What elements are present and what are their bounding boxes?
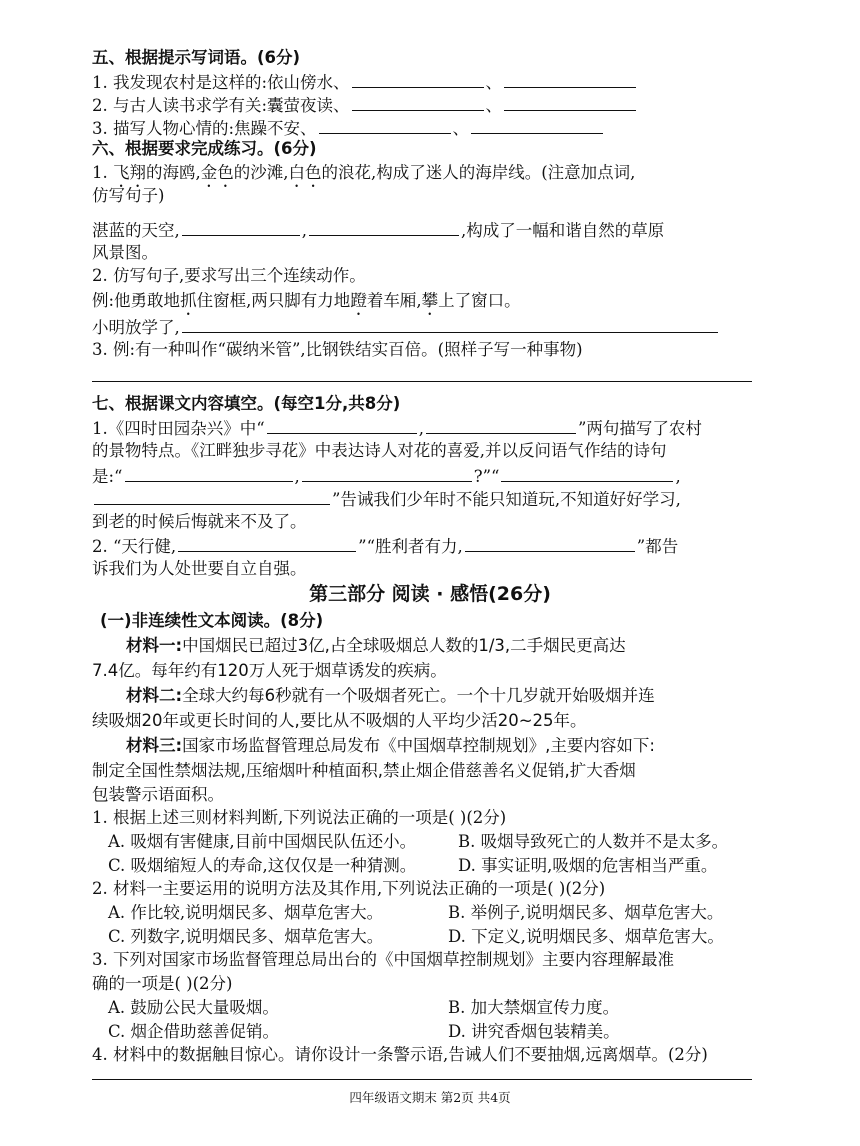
material-2-cont: 续吸烟20年或更长时间的人,要比从不吸烟的人平均少活20~25年。 bbox=[92, 711, 587, 730]
s7-line-4: ”告诫我们少年时不能只知道玩,不知道好好学习, bbox=[92, 490, 752, 509]
q2-option-a[interactable]: A. 作比较,说明烟民多、烟草危害大。 bbox=[108, 903, 384, 922]
answer-blank[interactable] bbox=[182, 318, 718, 333]
q3-option-c[interactable]: C. 烟企借助慈善促销。 bbox=[108, 1022, 280, 1041]
section-7-title: 七、根据课文内容填空。(每空1分,共8分) bbox=[92, 394, 401, 413]
s5-question-1: 1. 我发现农村是这样的:依山傍水、 、 bbox=[92, 73, 752, 92]
s6-question-1-answer-cont: 风景图。 bbox=[92, 243, 158, 262]
section-6-title: 六、根据要求完成练习。(6分) bbox=[92, 139, 317, 158]
answer-blank[interactable] bbox=[125, 467, 293, 482]
answer-blank[interactable] bbox=[501, 467, 673, 482]
material-3-cont: 制定全国性禁烟法规,压缩烟叶种植面积,禁止烟企借慈善名义促销,扩大香烟 bbox=[92, 761, 636, 780]
section-5-title: 五、根据提示写词语。(6分) bbox=[92, 48, 301, 67]
reading-question-1: 1. 根据上述三则材料判断,下列说法正确的一项是( )(2分) bbox=[92, 808, 507, 827]
material-1: 材料一:中国烟民已超过3亿,占全球吸烟总人数的1/3,二手烟民更高达 bbox=[126, 636, 626, 655]
answer-blank[interactable] bbox=[471, 119, 603, 134]
q3-option-a[interactable]: A. 鼓励公民大量吸烟。 bbox=[108, 998, 279, 1017]
answer-blank[interactable] bbox=[309, 221, 459, 236]
q3-option-b[interactable]: B. 加大禁烟宣传力度。 bbox=[448, 998, 620, 1017]
reading-question-3-cont: 确的一项是( )(2分) bbox=[92, 974, 233, 993]
s7-line-2: 的景物特点。《江畔独步寻花》中表达诗人对花的喜爱,并以反问语气作结的诗句 bbox=[92, 441, 667, 460]
s5-question-2: 2. 与古人读书求学有关:囊萤夜读、 、 bbox=[92, 96, 752, 115]
q2-option-b[interactable]: B. 举例子,说明烟民多、烟草危害大。 bbox=[448, 903, 724, 922]
material-1-cont: 7.4亿。每年约有120万人死于烟草诱发的疾病。 bbox=[92, 661, 447, 680]
s7-line-5: 到老的时候后悔就来不及了。 bbox=[92, 512, 307, 531]
answer-blank[interactable] bbox=[465, 537, 635, 552]
s6-question-1: 1. 飞翔的海鸥,金色的沙滩,白色的浪花,构成了迷人的海岸线。(注意加点词, bbox=[92, 163, 636, 182]
s6-question-2-example: 例:他勇敢地抓住窗框,两只脚有力地蹬着车厢,攀上了窗口。 bbox=[92, 291, 521, 310]
s7-line-1: 1.《四时田园杂兴》中“ , ”两句描写了农村 bbox=[92, 419, 702, 438]
answer-blank[interactable] bbox=[267, 419, 417, 434]
s6-question-1-cont: 仿写句子) bbox=[92, 186, 165, 205]
s5-question-3: 3. 描写人物心情的:焦躁不安、 、 bbox=[92, 119, 752, 138]
q3-option-d[interactable]: D. 讲究香烟包装精美。 bbox=[448, 1022, 620, 1041]
s7-line-7: 诉我们为人处世要自立自强。 bbox=[92, 559, 307, 578]
q2-option-d[interactable]: D. 下定义,说明烟民多、烟草危害大。 bbox=[448, 927, 724, 946]
q2-option-c[interactable]: C. 列数字,说明烟民多、烟草危害大。 bbox=[108, 927, 384, 946]
answer-blank[interactable] bbox=[352, 73, 484, 88]
answer-blank[interactable] bbox=[352, 96, 484, 111]
answer-blank[interactable] bbox=[426, 419, 576, 434]
answer-blank[interactable] bbox=[94, 490, 330, 505]
part-3-subsection: (一)非连续性文本阅读。(8分) bbox=[100, 611, 324, 630]
page-footer: 四年级语文期末 第2页 共4页 bbox=[349, 1090, 511, 1105]
material-3-cont-2: 包装警示语面积。 bbox=[92, 785, 224, 804]
s7-line-3: 是:“ , ?”“ , bbox=[92, 467, 681, 486]
answer-blank[interactable] bbox=[319, 119, 451, 134]
material-2: 材料二:全球大约每6秒就有一个吸烟者死亡。一个十几岁就开始吸烟并连 bbox=[126, 686, 655, 705]
material-3: 材料三:国家市场监督管理总局发布《中国烟草控制规划》,主要内容如下: bbox=[126, 736, 655, 755]
answer-blank[interactable] bbox=[178, 537, 356, 552]
reading-question-4: 4. 材料中的数据触目惊心。请你设计一条警示语,告诫人们不要抽烟,远离烟草。(2分) bbox=[92, 1045, 708, 1064]
answer-blank[interactable] bbox=[504, 96, 636, 111]
reading-question-3: 3. 下列对国家市场监督管理总局出台的《中国烟草控制规划》主要内容理解最准 bbox=[92, 950, 674, 969]
q1-option-a[interactable]: A. 吸烟有害健康,目前中国烟民队伍还小。 bbox=[108, 832, 417, 851]
s6-question-2-answer: 小明放学了, bbox=[92, 318, 752, 337]
answer-blank[interactable] bbox=[504, 73, 636, 88]
answer-line[interactable] bbox=[92, 1079, 752, 1080]
s6-question-1-answer: 湛蓝的天空, , ,构成了一幅和谐自然的草原 bbox=[92, 221, 665, 240]
q1-option-b[interactable]: B. 吸烟导致死亡的人数并不是太多。 bbox=[458, 832, 729, 851]
s7-line-6: 2. “天行健, ”“胜利者有力, ”都告 bbox=[92, 537, 679, 556]
part-3-title: 第三部分 阅读 · 感悟(26分) bbox=[309, 583, 551, 605]
q1-option-d[interactable]: D. 事实证明,吸烟的危害相当严重。 bbox=[458, 856, 718, 875]
s6-question-2: 2. 仿写句子,要求写出三个连续动作。 bbox=[92, 266, 366, 285]
q1-option-c[interactable]: C. 吸烟缩短人的寿命,这仅仅是一种猜测。 bbox=[108, 856, 417, 875]
answer-line[interactable] bbox=[92, 381, 752, 382]
s6-question-3: 3. 例:有一种叫作“碳纳米管”,比钢铁结实百倍。(照样子写一种事物) bbox=[92, 340, 583, 359]
answer-blank[interactable] bbox=[302, 467, 472, 482]
reading-question-2: 2. 材料一主要运用的说明方法及其作用,下列说法正确的一项是( )(2分) bbox=[92, 879, 606, 898]
answer-blank[interactable] bbox=[182, 221, 300, 236]
